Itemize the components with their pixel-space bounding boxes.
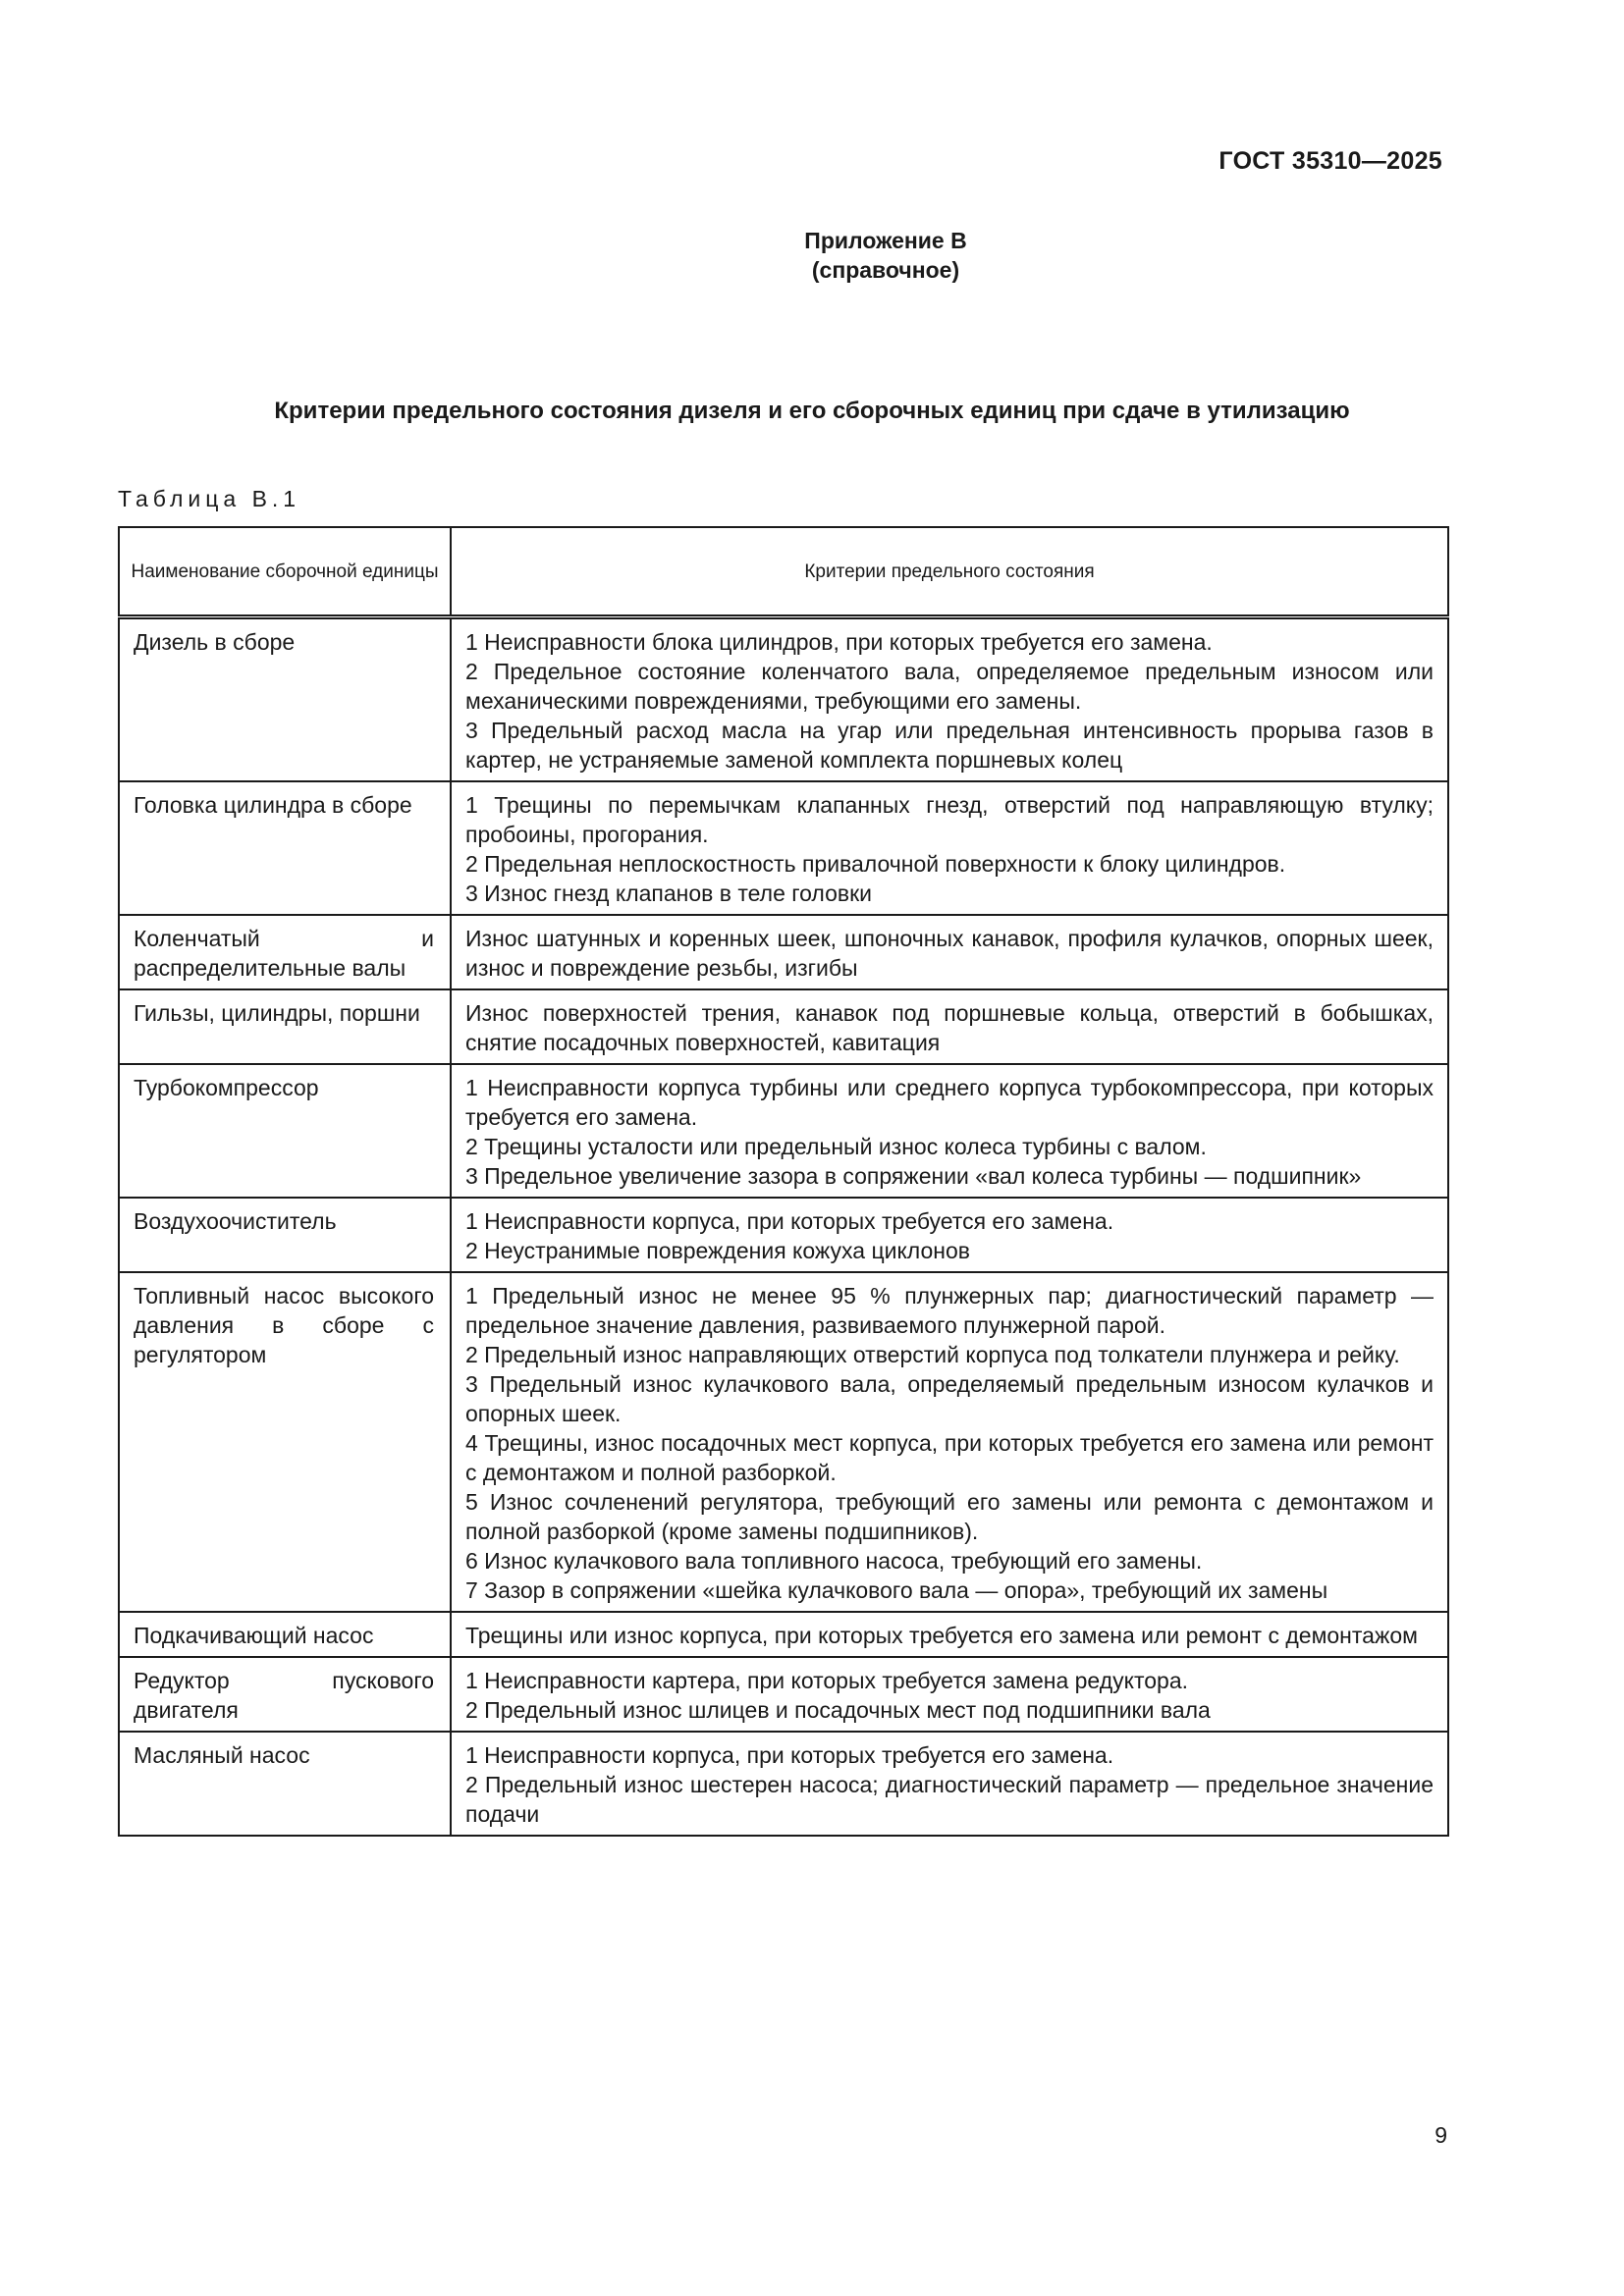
criterion-item: 3 Предельный износ кулачкового вала, определяемый предельным износом кулачков и опорных шеек. bbox=[465, 1371, 1434, 1426]
criteria-cell bbox=[451, 1064, 1448, 1198]
criteria-cell bbox=[451, 1198, 1448, 1272]
criterion-item: Износ поверхностей трения, канавок под поршневые кольца, отверстий в бобышках, снятие посадочных поверхностей, кавитация bbox=[465, 1000, 1434, 1055]
table-row bbox=[119, 781, 1448, 915]
criteria-cell bbox=[451, 617, 1448, 782]
table-row bbox=[119, 1612, 1448, 1657]
table-row bbox=[119, 989, 1448, 1064]
criterion-item: 2 Предельный износ направляющих отверстий корпуса под толкатели плунжера и рейку. bbox=[465, 1342, 1400, 1367]
criterion-item: 1 Неисправности корпуса турбины или среднего корпуса турбокомпрессора, при которых требуется его замена. bbox=[465, 1075, 1434, 1130]
table-body bbox=[119, 617, 1448, 1837]
table-row bbox=[119, 1272, 1448, 1612]
assembly-unit-cell: Коленчатый и распределительные валы bbox=[119, 915, 451, 989]
criterion-item: 5 Износ сочленений регулятора, требующий его замены или ремонта с демонтажом и полной разборкой (кроме замены подшипников). bbox=[465, 1489, 1434, 1544]
criterion-item: 2 Предельная неплоскостность привалочной поверхности к блоку цилиндров. bbox=[465, 851, 1286, 877]
appendix-subtitle: (справочное) bbox=[811, 257, 960, 283]
criterion-item: 1 Неисправности корпуса, при которых требуется его замена. bbox=[465, 1208, 1114, 1234]
document-title-text: Критерии предельного состояния дизеля и его сборочных единиц при сдаче в утилизацию bbox=[274, 398, 1350, 424]
criteria-cell bbox=[451, 989, 1448, 1064]
table-row bbox=[119, 915, 1448, 989]
assembly-unit-cell: Масляный насос bbox=[119, 1732, 451, 1836]
assembly-unit-cell: Редуктор пускового двигателя bbox=[119, 1657, 451, 1732]
table-row bbox=[119, 1064, 1448, 1198]
criteria-cell bbox=[451, 1732, 1448, 1836]
criteria-table-wrapper bbox=[118, 526, 1447, 1837]
criterion-item: 4 Трещины, износ посадочных мест корпуса, при которых требуется его замена или ремонт с демонтажом и полной разборкой. bbox=[465, 1430, 1434, 1485]
criterion-item: 3 Предельный расход масла на угар или предельная интенсивность прорыва газов в картер, не устраняемые заменой комплекта поршневых колец bbox=[465, 718, 1434, 773]
criterion-item: 1 Неисправности картера, при которых требуется замена редуктора. bbox=[465, 1668, 1188, 1693]
header-criteria: Критерии предельного состояния bbox=[451, 527, 1448, 617]
table-row bbox=[119, 1732, 1448, 1836]
table-row bbox=[119, 1198, 1448, 1272]
criterion-item: 7 Зазор в сопряжении «шейка кулачкового вала — опора», требующий их замены bbox=[465, 1577, 1328, 1603]
criteria-cell bbox=[451, 1657, 1448, 1732]
criterion-item: 1 Предельный износ не менее 95 % плунжерных пар; диагностический параметр — предельное значение давления, развиваемого плунжерной парой. bbox=[465, 1283, 1434, 1338]
criterion-item: 1 Неисправности блока цилиндров, при которых требуется его замена. bbox=[465, 629, 1213, 655]
criterion-item: 1 Неисправности корпуса, при которых требуется его замена. bbox=[465, 1742, 1114, 1768]
standard-code: ГОСТ 35310—2025 bbox=[1218, 147, 1442, 175]
assembly-unit-cell: Гильзы, цилиндры, поршни bbox=[119, 989, 451, 1064]
criteria-cell bbox=[451, 915, 1448, 989]
assembly-unit-cell: Головка цилиндра в сборе bbox=[119, 781, 451, 915]
criterion-item: 2 Предельное состояние коленчатого вала, определяемое предельным износом или механическими повреждениями, требующими его замены. bbox=[465, 659, 1434, 714]
criteria-cell bbox=[451, 1272, 1448, 1612]
criterion-item: 2 Трещины усталости или предельный износ колеса турбины с валом. bbox=[465, 1134, 1207, 1159]
page-number: 9 bbox=[1435, 2122, 1447, 2148]
criteria-cell bbox=[451, 1612, 1448, 1657]
appendix-title: Приложение В bbox=[804, 228, 967, 253]
criterion-item: 3 Износ гнезд клапанов в теле головки bbox=[465, 881, 873, 906]
criterion-item: Износ шатунных и коренных шеек, шпоночных канавок, профиля кулачков, опорных шеек, износ и повреждение резьбы, изгибы bbox=[465, 926, 1434, 981]
table-caption: Таблица В.1 bbox=[118, 486, 301, 511]
criterion-item: 3 Предельное увеличение зазора в сопряжении «вал колеса турбины — подшипник» bbox=[465, 1163, 1362, 1189]
criterion-item: 2 Предельный износ шлицев и посадочных мест под подшипники вала bbox=[465, 1697, 1211, 1723]
criterion-item: 2 Предельный износ шестерен насоса; диагностический параметр — предельное значение подачи bbox=[465, 1772, 1434, 1827]
document-title bbox=[0, 398, 1624, 425]
table-row bbox=[119, 1657, 1448, 1732]
criterion-item: 6 Износ кулачкового вала топливного насоса, требующий его замены. bbox=[465, 1548, 1203, 1574]
assembly-unit-cell: Подкачивающий насос bbox=[119, 1612, 451, 1657]
assembly-unit-cell: Дизель в сборе bbox=[119, 617, 451, 782]
criterion-item: 1 Трещины по перемычкам клапанных гнезд, отверстий под направляющую втулку; пробоины, прогорания. bbox=[465, 792, 1434, 847]
criterion-item: 2 Неустранимые повреждения кожуха циклонов bbox=[465, 1238, 970, 1263]
criterion-item: Трещины или износ корпуса, при которых требуется его замена или ремонт с демонтажом bbox=[465, 1623, 1418, 1648]
assembly-unit-cell: Воздухоочиститель bbox=[119, 1198, 451, 1272]
table-row bbox=[119, 617, 1448, 782]
appendix-heading bbox=[0, 226, 1624, 285]
assembly-unit-cell: Турбокомпрессор bbox=[119, 1064, 451, 1198]
table-header-row bbox=[119, 527, 1448, 617]
criteria-cell bbox=[451, 781, 1448, 915]
assembly-unit-cell: Топливный насос высокого давления в сборе с регулятором bbox=[119, 1272, 451, 1612]
criteria-table bbox=[118, 526, 1449, 1837]
header-unit: Наименование сборочной единицы bbox=[119, 527, 451, 617]
